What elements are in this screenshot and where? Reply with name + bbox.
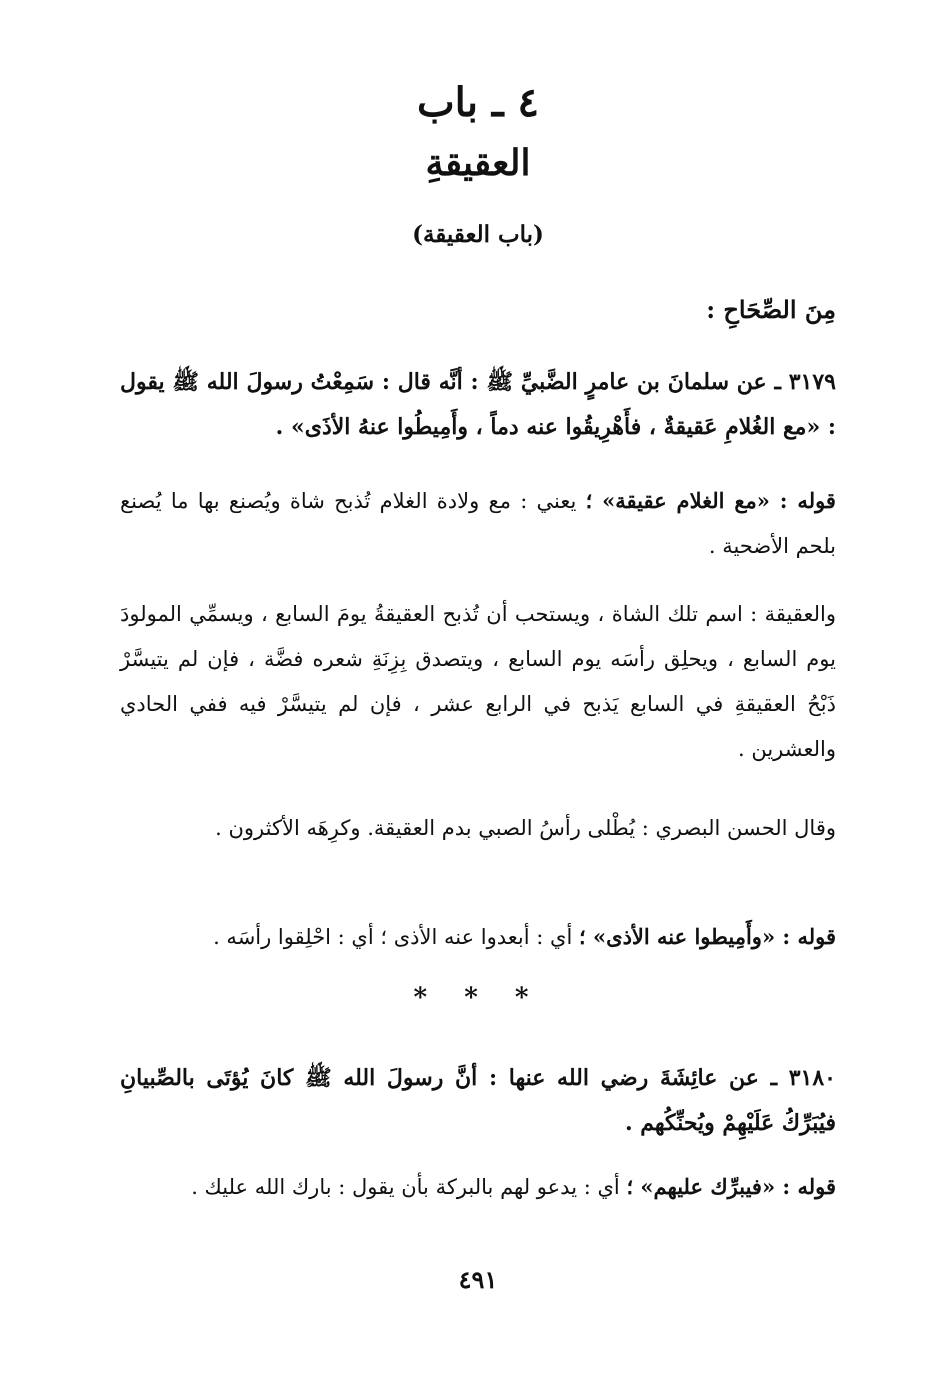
hadith-3180	[120, 1056, 836, 1146]
page-number: ٤٩١	[458, 1265, 498, 1294]
commentary-lead: قوله : «وأَمِيطوا عنه الأذى» ؛	[579, 924, 836, 949]
commentary-text: أي : يدعو لهم بالبركة بأن يقول : بارك الله عليك .	[191, 1175, 620, 1199]
section-heading: (باب العقيقة)	[412, 221, 544, 248]
subsection-label: مِنَ الصِّحَاحِ :	[706, 295, 836, 324]
commentary-2	[120, 914, 836, 960]
commentary-1	[120, 478, 836, 569]
chapter-title: ٤ ـ باب	[416, 79, 540, 126]
hadith-3179	[120, 360, 836, 450]
commentary-3	[120, 1164, 836, 1210]
commentary-lead: قوله : «مع الغلام عقيقة» ؛	[585, 488, 836, 513]
hadith-text: عن عائِشَةَ رضي الله عنها : أنَّ رسولَ الله ﷺ كانَ يُؤتَى بالصِّبيانِ فيُبَرِّكُ عَلَيْهِمْ ويُحنِّكُهم .	[120, 1065, 836, 1136]
paragraph-aqiqa: والعقيقة : اسم تلك الشاة ، ويستحب أن تُذبح العقيقةُ يومَ السابع ، ويسمِّي المولودَ يوم السابع ، ويحلِق رأسَه يوم السابع ، ويتصدق بِزِنَةِ شعره فضَّة ، فإن لم يتيسَّرْ ذَبْحُ العقيقةِ في السابع يَذبح في الرابع عشر ، فإن لم يتيسَّرْ فيه ففي الحادي والعشرين .	[120, 602, 836, 761]
commentary-text: أي : أبعدوا عنه الأذى ؛ أي : احْلِقوا رأسَه .	[213, 925, 573, 949]
section-divider: * * *	[413, 983, 543, 1013]
paragraph-hasan: وقال الحسن البصري : يُطْلى رأسُ الصبي بدم العقيقة. وكرِهَه الأكثرون .	[215, 816, 836, 840]
book-page	[120, 0, 836, 1377]
hadith-number: ٣١٧٩ ـ	[774, 369, 836, 395]
hadith-number: ٣١٨٠ ـ	[770, 1065, 836, 1091]
commentary-text: يعني : مع ولادة الغلام تُذبح شاة ويُصنع بها ما يُصنع بلحم الأضحية .	[120, 489, 836, 558]
chapter-subtitle: العقيقةِ	[425, 142, 531, 184]
commentary-lead: قوله : «فيبرِّك عليهم» ؛	[626, 1174, 836, 1199]
hadith-text: عن سلمانَ بن عامرٍ الضَّبيِّ ﷺ : أنَّه قال : سَمِعْتُ رسولَ الله ﷺ يقول : «مع الغُلامِ عَقيقةٌ ، فأَهْرِيقُوا عنه دماً ، وأَمِيطُوا عنهُ الأذَى» .	[120, 369, 836, 440]
